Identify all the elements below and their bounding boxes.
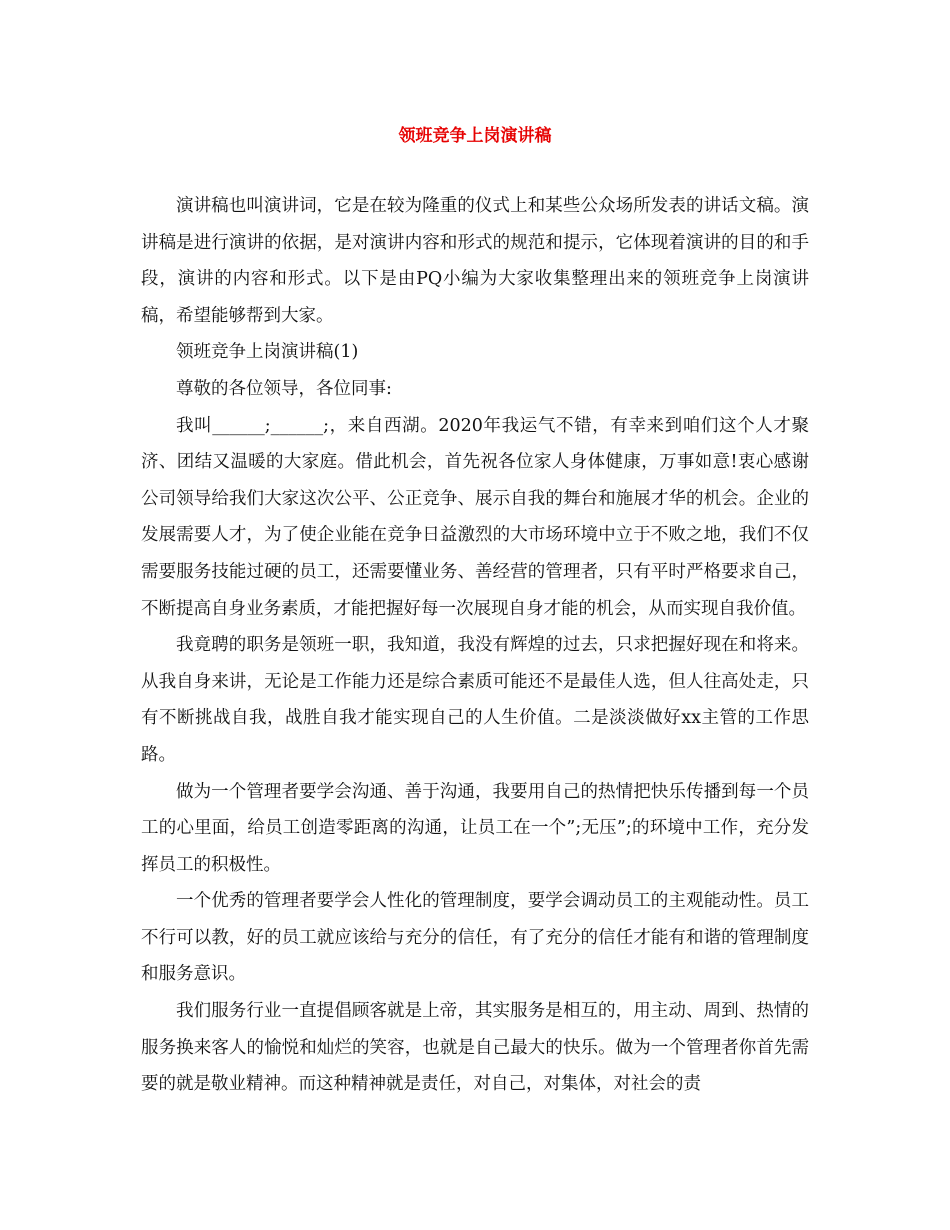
section-heading: 领班竞争上岗演讲稿(1) <box>176 342 359 363</box>
intro-paragraph: 演讲稿也叫演讲词，它是在较为隆重的仪式上和某些公众场所发表的讲话文稿。演讲稿是进行演讲的依据，是对演讲内容和形式的规范和提示，它体现着演讲的目的和手段，演讲的内容和形式。以下是由PQ小编为大家收集整理出来的领班竞争上岗演讲稿，希望能够帮到大家。 <box>141 196 809 326</box>
body-paragraph: 一个优秀的管理者要学会人性化的管理制度，要学会调动员工的主观能动性。员工不行可以教，好的员工就应该给与充分的信任，有了充分的信任才能有和谐的管理制度和服务意识。 <box>141 891 809 985</box>
salutation: 尊敬的各位领导，各位同事: <box>176 378 392 399</box>
body-paragraph: 我叫______;______;，来自西湖。2020年我运气不错，有幸来到咱们这个人才聚济、团结又温暖的大家庭。借此机会，首先祝各位家人身体健康，万事如意!衷心感谢公司领导给我们大家这次公平、公正竞争、展示自我的舞台和施展才华的机会。企业的发展需要人才，为了使企业能在竞争日益激烈的大市场环境中立于不败之地，我们不仅需要服务技能过硬的员工，还需要懂业务、善经营的管理者，只有平时严格要求自己，不断提高自身业务素质，才能把握好每一次展现自身才能的机会，从而实现自我价值。 <box>141 415 809 619</box>
body-paragraph: 我们服务行业一直提倡顾客就是上帝，其实服务是相互的，用主动、周到、热情的服务换来客人的愉悦和灿烂的笑容，也就是自己最大的快乐。做为一个管理者你首先需要的就是敬业精神。而这种精神就是责任，对自己，对集体，对社会的责 <box>141 1001 809 1095</box>
body-paragraph: 我竟聘的职务是领班一职，我知道，我没有辉煌的过去，只求把握好现在和将来。从我自身来讲，无论是工作能力还是综合素质可能还不是最佳人选，但人往高处走，只有不断挑战自我，战胜自我才能实现自己的人生价值。二是淡淡做好xx主管的工作思路。 <box>141 635 809 765</box>
body-paragraph: 做为一个管理者要学会沟通、善于沟通，我要用自己的热情把快乐传播到每一个员工的心里面，给员工创造零距离的沟通，让员工在一个”;无压”;的环境中工作，充分发挥员工的积极性。 <box>141 781 809 875</box>
document-title: 领班竞争上岗演讲稿 <box>398 126 552 146</box>
document-body <box>141 188 809 1103</box>
